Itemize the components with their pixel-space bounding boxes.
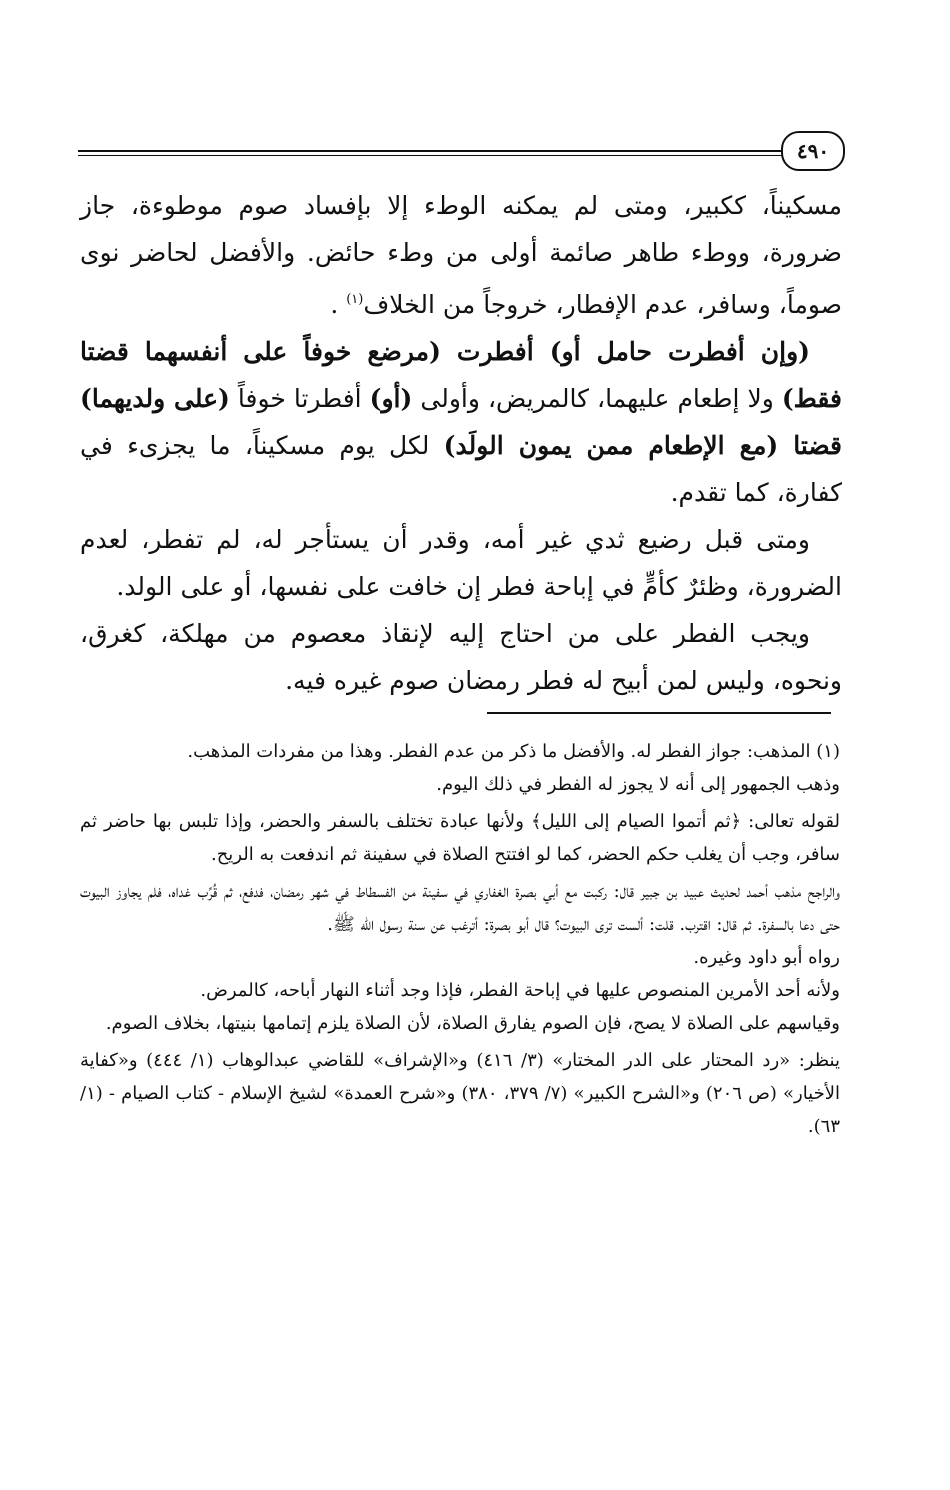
sharh-text: أفطرتا خوفاً	[229, 384, 370, 413]
footnote-separator	[487, 712, 831, 714]
matn-text: (وإن أفطرت حامل أو) أفطرت (مرضع خوفاً على أنفسهما قضتا فقط)	[80, 337, 842, 413]
footnote-line: وقياسهم على الصلاة لا يصح، فإن الصوم يفارق الصلاة، لأن الصلاة يلزم إتمامها بنيتها، بخلاف الصوم.	[105, 1013, 840, 1034]
sharh-text: ولا إطعام عليهما، كالمريض، وأولى	[412, 384, 782, 413]
page-number: ٤٩٠	[781, 131, 845, 171]
header-rule	[78, 150, 810, 156]
footnote-line: لقوله تعالى: ﴿ثم أتموا الصيام إلى الليل﴾ ولأنها عبادة تختلف بالسفر والحضر، وإذا تلبس بها حاضر ثم سافر، وجب أن يغلب حكم الحضر، كما لو افتتح الصلاة في سفينة ثم اندفعت به الريح.	[80, 811, 840, 865]
footnote-line: (١) المذهب: جواز الفطر له. والأفضل ما ذكر من عدم الفطر. وهذا من مفردات المذهب.	[187, 741, 840, 762]
matn-text: (على ولديهما) قضتا (مع الإطعام ممن يمون الولَد)	[80, 384, 843, 460]
footnote-line: رواه أبو داود وغيره.	[693, 947, 840, 968]
footnote-line: ولأنه أحد الأمرين المنصوص عليها في إباحة الفطر، فإذا وجد أثناء النهار أباحه، كالمرض.	[200, 980, 840, 1001]
paragraph-4: ويجب الفطر على من احتاج إليه لإنقاذ معصوم من مهلكة، كغرق، ونحوه، وليس لمن أبيح له فطر رمضان صوم غيره فيه.	[80, 619, 842, 695]
sharh-text: لكل يوم مسكيناً، ما يجزىء في كفارة، كما تقدم.	[80, 431, 842, 507]
matn-text: (أو)	[369, 384, 413, 413]
paragraph-3: ومتى قبل رضيع ثدي غير أمه، وقدر أن يستأجر له، لم تفطر، لعدم الضرورة، وظئرٌ كأمٍّ في إباحة فطر إن خافت على نفسها، أو على الولد.	[80, 525, 842, 601]
footnote-reference[interactable]: (١)	[346, 292, 364, 307]
footnote-line: وذهب الجمهور إلى أنه لا يجوز له الفطر في ذلك اليوم.	[436, 774, 840, 795]
footnote-line: والراجح مذهب أحمد لحديث عبيد بن جبير قال: ركبت مع أبي بصرة الغفاري في سفينة من الفسطاط في شهر رمضان، فدفع، ثم قُرِّب غداه، فلم يجاوز البيوت حتى دعا بالسفرة. ثم قال: اقترب. قلت: ألست ترى البيوت؟ قال أبو بصرة: أترغب عن سنة رسول الله ﷺ.	[80, 881, 840, 935]
footnote-line: ينظر: «رد المحتار على الدر المختار» (٣/ ٤١٦) و«الإشراف» للقاضي عبدالوهاب (١/ ٤٤٤) و«كفاية الأخيار» (ص ٢٠٦) و«الشرح الكبير» (٧/ ٣٧٩، ٣٨٠) و«شرح العمدة» لشيخ الإسلام - كتاب الصيام - (١/ ٦٣).	[80, 1050, 841, 1137]
footnotes	[80, 735, 840, 1143]
main-text	[80, 182, 842, 704]
paragraph-1: مسكيناً، ككبير، ومتى لم يمكنه الوطء إلا بإفساد صوم موطوءة، جاز ضرورة، ووطء طاهر صائمة أولى من وطء حائض. والأفضل لحاضر نوى صوماً، وسافر، عدم الإفطار، خروجاً من الخلاف$^{(١)}$ .	[80, 191, 842, 319]
paragraph-2	[80, 328, 842, 516]
